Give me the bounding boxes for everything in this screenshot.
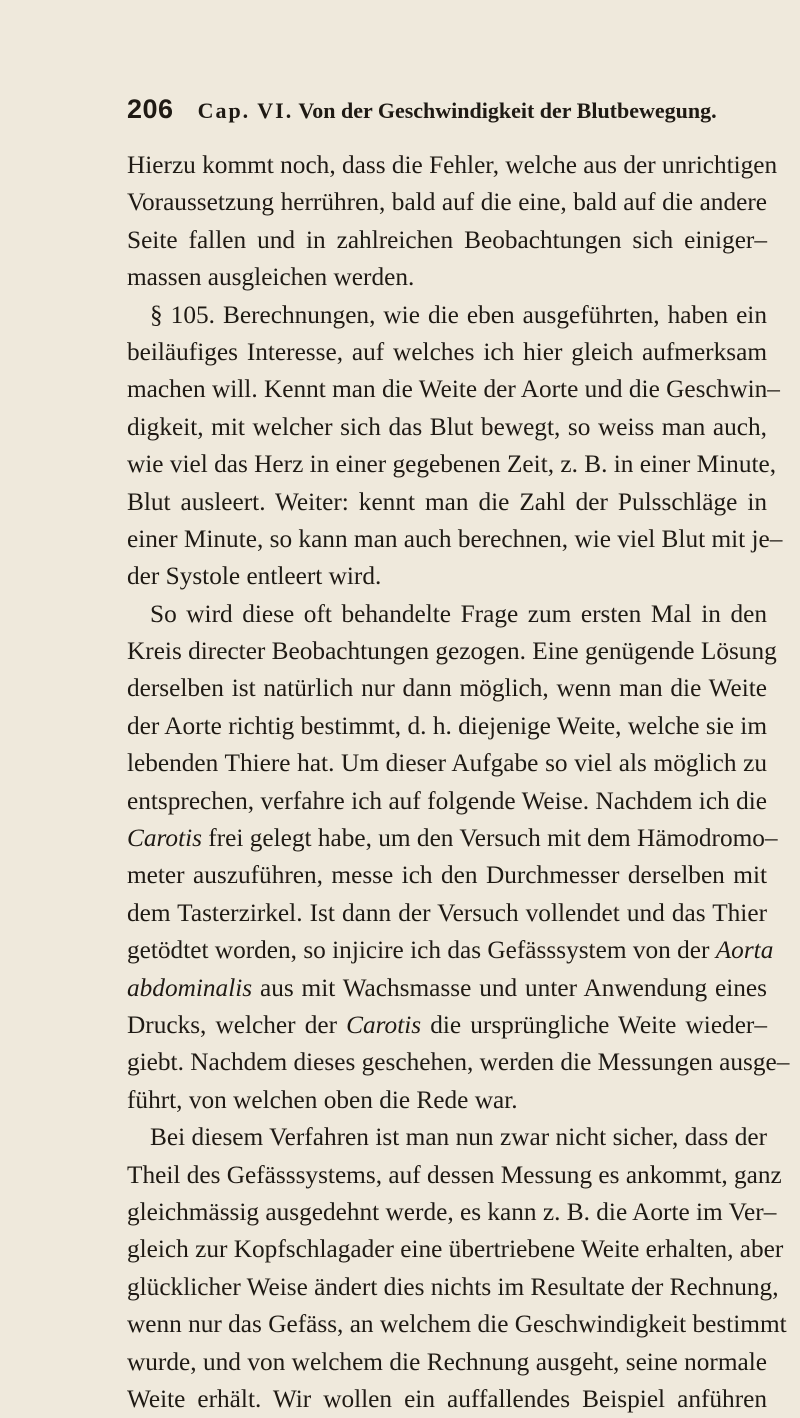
text-line: Weite erhält. Wir wollen ein auffallendes Beispiel anführen <box>127 1384 767 1413</box>
italic-term: Carotis <box>346 1010 422 1039</box>
line-text: frei gelegt habe, um den Versuch mit dem Hämodromo– <box>201 824 778 853</box>
chapter-label: Cap. VI. <box>197 98 294 123</box>
text-line: wurde, und von welchem die Rechnung ausgeht, seine normale <box>127 1347 767 1376</box>
page-header <box>127 94 767 134</box>
line-text: getödtet worden, so injicire ich das Gefässsystem von der <box>127 936 716 965</box>
text-line: der Systole entleert wird. <box>127 562 382 591</box>
text-line <box>127 1007 767 1044</box>
text-line: entsprechen, verfahre ich auf folgende Weise. Nachdem ich die <box>127 786 767 815</box>
text-line: führt, von welchen oben die Rede war. <box>127 1085 518 1114</box>
text-line: wenn nur das Gefäss, an welchem die Geschwindigkeit bestimmt <box>127 1310 787 1339</box>
text-line: Hierzu kommt noch, dass die Fehler, welche aus der unrichtigen <box>127 151 778 179</box>
text-line: meter auszuführen, messe ich den Durchmesser derselben mit <box>127 861 767 890</box>
text-line: Seite fallen und in zahlreichen Beobachtungen sich einiger– <box>127 225 767 254</box>
text-line: Kreis directer Beobachtungen gezogen. Eine genügende Lösung <box>127 637 777 666</box>
text-line: einer Minute, so kann man auch berechnen, wie viel Blut mit je– <box>127 524 783 553</box>
text-line: Theil des Gefässsystems, auf dessen Messung es ankommt, ganz <box>127 1160 782 1189</box>
text-line: digkeit, mit welcher sich das Blut bewegt, so weiss man auch, <box>127 412 767 441</box>
chapter-title: Von der Geschwindigkeit der Blutbewegung. <box>298 98 717 123</box>
text-line: Blut ausleert. Weiter: kennt man die Zahl der Pulsschläge in <box>127 487 767 516</box>
text-line: Voraussetzung herrühren, bald auf die eine, bald auf die andere <box>127 188 767 217</box>
line-text: Drucks, welcher der <box>127 1010 347 1039</box>
text-line: dem Tasterzirkel. Ist dann der Versuch vollendet und das Thier <box>127 898 767 927</box>
text-line: gleich zur Kopfschlagader eine übertriebene Weite erhalten, aber <box>127 1235 784 1264</box>
body-text <box>127 147 790 1418</box>
text-line: giebt. Nachdem dieses geschehen, werden die Messungen ausge– <box>127 1048 790 1077</box>
text-line: der Aorte richtig bestimmt, d. h. diejenige Weite, welche sie im <box>127 711 767 740</box>
running-head <box>198 98 717 123</box>
italic-term: Aorta <box>715 936 774 965</box>
text-line: So wird diese oft behandelte Frage zum ersten Mal in den <box>150 599 767 628</box>
text-line <box>127 970 767 1007</box>
line-text: die ursprüngliche Weite wieder– <box>421 1010 767 1039</box>
text-line: beiläufiges Interesse, auf welches ich hier gleich aufmerksam <box>127 337 767 366</box>
italic-term: Carotis <box>127 824 202 853</box>
text-line: machen will. Kennt man die Weite der Aorte und die Geschwin– <box>127 375 780 404</box>
text-line <box>127 820 778 857</box>
line-text: aus mit Wachsmasse und unter Anwendung eines <box>252 973 767 1002</box>
page-number: 206 <box>127 94 174 124</box>
text-line: Bei diesem Verfahren ist man nun zwar nicht sicher, dass der <box>150 1123 767 1152</box>
text-line <box>127 932 774 969</box>
text-line: lebenden Thiere hat. Um dieser Aufgabe so viel als möglich zu <box>127 749 767 778</box>
text-line: § 105. Berechnungen, wie die eben ausgeführten, haben ein <box>150 300 767 329</box>
text-line: massen ausgleichen werden. <box>127 263 415 292</box>
italic-term: abdominalis <box>127 973 253 1002</box>
text-line: gleichmässig ausgedehnt werde, es kann z. B. die Aorte im Ver– <box>127 1197 777 1226</box>
text-line: derselben ist natürlich nur dann möglich, wenn man die Weite <box>127 674 767 703</box>
text-line: glücklicher Weise ändert dies nichts im Resultate der Rechnung, <box>127 1272 779 1301</box>
text-line: wie viel das Herz in einer gegebenen Zeit, z. B. in einer Minute, <box>127 450 777 479</box>
